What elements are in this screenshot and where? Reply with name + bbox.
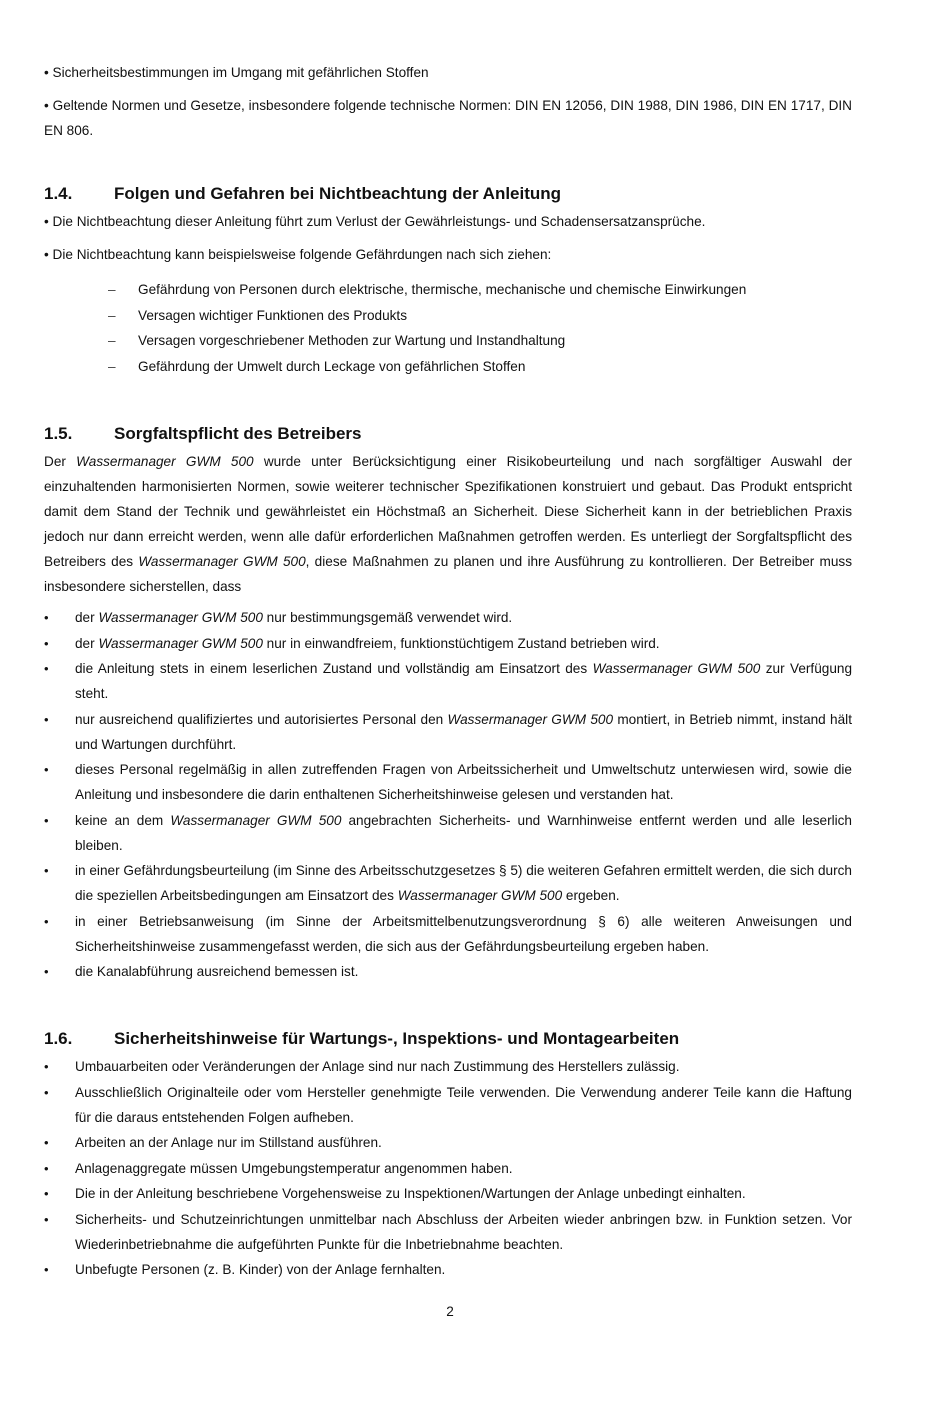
list-item bbox=[44, 631, 852, 656]
bullet-marker: • bbox=[44, 1211, 49, 1227]
list-item bbox=[44, 656, 852, 706]
section-number: 1.5. bbox=[44, 424, 73, 443]
bullet-marker: • bbox=[44, 711, 49, 727]
bullet-marker: • bbox=[44, 1160, 49, 1176]
product-name: Wassermanager GWM 500 bbox=[592, 661, 761, 676]
list-item-text: die Anleitung stets in einem leserlichen Zustand und vollständig am Einsatzort des bbox=[75, 661, 593, 676]
dash-marker: – bbox=[108, 282, 116, 297]
section-bullet-hazards-intro: • Die Nichtbeachtung kann beispielsweise folgende Gefährdungen nach sich ziehen: bbox=[44, 247, 552, 262]
list-item bbox=[44, 605, 852, 630]
bullet-marker: • bbox=[44, 1084, 49, 1100]
bullet-marker: • bbox=[44, 1135, 49, 1150]
list-item-text: Die in der Anleitung beschriebene Vorgehensweise zu Inspektionen/Wartungen der Anlage unbedingt einhalten. bbox=[75, 1186, 746, 1201]
list-item-text: Anlagenaggregate müssen Umgebungstemperatur angenommen haben. bbox=[75, 1160, 513, 1176]
dash-marker: – bbox=[108, 358, 116, 374]
list-item-text: in einer Gefährdungsbeurteilung (im Sinne des Arbeitsschutzgesetzes § 5) die weiteren Gefahren ermittelt werden, die sich durch die speziellen Arbeitsbedingungen am Einsatzort des bbox=[75, 863, 852, 903]
section-number: 1.4. bbox=[44, 184, 73, 203]
section-title: Sorgfaltspflicht des Betreibers bbox=[114, 424, 362, 443]
list-item-text: die Kanalabführung ausreichend bemessen ist. bbox=[75, 964, 359, 979]
bullet-marker: • bbox=[44, 610, 49, 625]
intro-bullet-standards: • Geltende Normen und Gesetze, insbesondere folgende technische Normen: DIN EN 12056, DIN 1988, DIN 1986, DIN EN 1717, DIN EN 806. bbox=[44, 98, 852, 138]
section-1-5 bbox=[44, 421, 852, 984]
dash-marker: – bbox=[108, 307, 116, 323]
list-item-text: keine an dem bbox=[75, 812, 171, 828]
list-item bbox=[44, 1207, 852, 1257]
section-bullet-warranty-loss: • Die Nichtbeachtung dieser Anleitung führt zum Verlust der Gewährleistungs- und Schadensersatzansprüche. bbox=[44, 214, 706, 229]
list-item bbox=[44, 303, 852, 329]
list-item-text: angebrachten Sicherheits- und Warnhinweise entfernt werden und alle leserlich bleiben. bbox=[75, 812, 852, 853]
list-item-text: montiert, in Betrieb nimmt, instand hält und Wartungen durchführt. bbox=[75, 711, 852, 752]
paragraph-text: Der bbox=[44, 454, 77, 469]
list-item bbox=[44, 858, 852, 908]
section-1-4 bbox=[44, 181, 852, 379]
bullet-marker: • bbox=[44, 661, 49, 676]
list-item bbox=[44, 959, 852, 984]
section-heading-1-4 bbox=[44, 181, 852, 207]
bullet-marker: • bbox=[44, 913, 49, 929]
bullet-marker: • bbox=[44, 635, 49, 651]
list-item bbox=[44, 909, 852, 959]
bullet-marker: • bbox=[44, 812, 49, 828]
bullet-marker: • bbox=[44, 863, 49, 878]
list-item-text: Umbauarbeiten oder Veränderungen der Anlage sind nur nach Zustimmung des Herstellers zulässig. bbox=[75, 1059, 680, 1074]
product-name: Wassermanager GWM 500 bbox=[397, 888, 563, 903]
operator-duty-list bbox=[44, 605, 852, 984]
product-name: Wassermanager GWM 500 bbox=[98, 635, 263, 651]
list-item-text: ergeben. bbox=[562, 888, 620, 903]
list-item bbox=[44, 1054, 852, 1079]
product-name: Wassermanager GWM 500 bbox=[447, 711, 614, 727]
list-item-text: Unbefugte Personen (z. B. Kinder) von der Anlage fernhalten. bbox=[75, 1262, 446, 1277]
list-item bbox=[44, 1257, 852, 1282]
list-item bbox=[44, 328, 852, 354]
list-item bbox=[44, 808, 852, 858]
list-item-text: Versagen wichtiger Funktionen des Produkts bbox=[138, 307, 408, 323]
list-item bbox=[44, 1156, 852, 1181]
product-name: Wassermanager GWM 500 bbox=[98, 610, 263, 625]
section-heading-1-6 bbox=[44, 1026, 852, 1052]
list-item-text: der bbox=[75, 635, 99, 651]
bullet-marker: • bbox=[44, 964, 49, 979]
list-item-text: nur in einwandfreiem, funktionstüchtigem Zustand betrieben wird. bbox=[262, 635, 660, 651]
list-item bbox=[44, 277, 852, 303]
bullet-marker: • bbox=[44, 762, 49, 777]
list-item-text: dieses Personal regelmäßig in allen zutreffenden Fragen von Arbeitssicherheit und Umweltschutz unterwiesen wird, sowie die Anleitung und insbesondere die darin enthaltenen Sicherheitshinweise gelesen und verstanden hat. bbox=[75, 762, 852, 802]
section-heading-1-5 bbox=[44, 421, 852, 447]
list-item bbox=[44, 1181, 852, 1206]
bullet-marker: • bbox=[44, 1262, 49, 1277]
maintenance-safety-list bbox=[44, 1054, 852, 1282]
list-item-text: nur ausreichend qualifiziertes und autorisiertes Personal den bbox=[75, 711, 448, 727]
dash-marker: – bbox=[108, 333, 116, 348]
list-item bbox=[44, 757, 852, 807]
operator-duty-paragraph bbox=[44, 449, 852, 599]
list-item-text: Arbeiten an der Anlage nur im Stillstand ausführen. bbox=[75, 1135, 382, 1150]
paragraph-text: wurde unter Berücksichtigung einer Risikobeurteilung und nach sorgfältiger Auswahl der einzuhaltenden harmonisierten Normen, sowie weiterer technischer Spezifikationen konstruiert und gebaut. Das Produkt entspricht damit dem Stand der Technik und gewährleistet ein Höchstmaß an Sicherheit. Diese Sicherheit kann in der betrieblichen Praxis jedoch nur dann erreicht werden, wenn alle dafür erforderlichen Maßnahmen getroffen werden. Es unterliegt der Sorgfaltspflicht des Betreibers des bbox=[44, 454, 852, 569]
section-title: Folgen und Gefahren bei Nichtbeachtung der Anleitung bbox=[114, 184, 562, 203]
list-item bbox=[44, 354, 852, 380]
page-number: 2 bbox=[446, 1304, 454, 1319]
section-title: Sicherheitshinweise für Wartungs-, Inspektions- und Montagearbeiten bbox=[114, 1029, 680, 1048]
list-item-text: Ausschließlich Originalteile oder vom Hersteller genehmigte Teile verwenden. Die Verwendung anderer Teile kann die Haftung für die daraus entstehenden Folgen aufheben. bbox=[75, 1084, 852, 1125]
section-1-6 bbox=[44, 1026, 852, 1282]
hazard-list bbox=[44, 277, 852, 379]
list-item-text: Gefährdung der Umwelt durch Leckage von gefährlichen Stoffen bbox=[138, 358, 526, 374]
list-item bbox=[44, 707, 852, 757]
list-item-text: der bbox=[75, 610, 99, 625]
list-item-text: Gefährdung von Personen durch elektrische, thermische, mechanische und chemische Einwirkungen bbox=[138, 282, 747, 297]
list-item-text: zur Verfügung steht. bbox=[75, 661, 853, 701]
list-item-text: nur bestimmungsgemäß verwendet wird. bbox=[262, 610, 513, 625]
list-item bbox=[44, 1080, 852, 1130]
product-name: Wassermanager GWM 500 bbox=[138, 554, 306, 569]
page-content bbox=[44, 60, 852, 1283]
list-item bbox=[44, 1130, 852, 1155]
product-name: Wassermanager GWM 500 bbox=[76, 454, 254, 469]
list-item-text: Sicherheits- und Schutzeinrichtungen unmittelbar nach Abschluss der Arbeiten wieder anbringen bzw. in Funktion setzen. Vor Wiederinbetriebnahme die aufgeführten Punkte für die Inbetriebnahme beachten. bbox=[75, 1211, 852, 1252]
paragraph-text: , diese Maßnahmen zu planen und ihre Ausführung zu kontrollieren. Der Betreiber muss insbesondere sicherstellen, dass bbox=[44, 554, 852, 594]
intro-bullet-hazardous-substances: • Sicherheitsbestimmungen im Umgang mit gefährlichen Stoffen bbox=[44, 65, 429, 80]
section-number: 1.6. bbox=[44, 1029, 73, 1048]
bullet-marker: • bbox=[44, 1186, 49, 1201]
list-item-text: Versagen vorgeschriebener Methoden zur Wartung und Instandhaltung bbox=[138, 333, 566, 348]
list-item-text: in einer Betriebsanweisung (im Sinne der Arbeitsmittelbenutzungsverordnung § 6) alle weiteren Anweisungen und Sicherheitshinweise zusammengefasst werden, die sich aus der Gefährdungsbeurteilung ergeben haben. bbox=[75, 913, 852, 954]
bullet-marker: • bbox=[44, 1059, 49, 1074]
product-name: Wassermanager GWM 500 bbox=[170, 812, 342, 828]
